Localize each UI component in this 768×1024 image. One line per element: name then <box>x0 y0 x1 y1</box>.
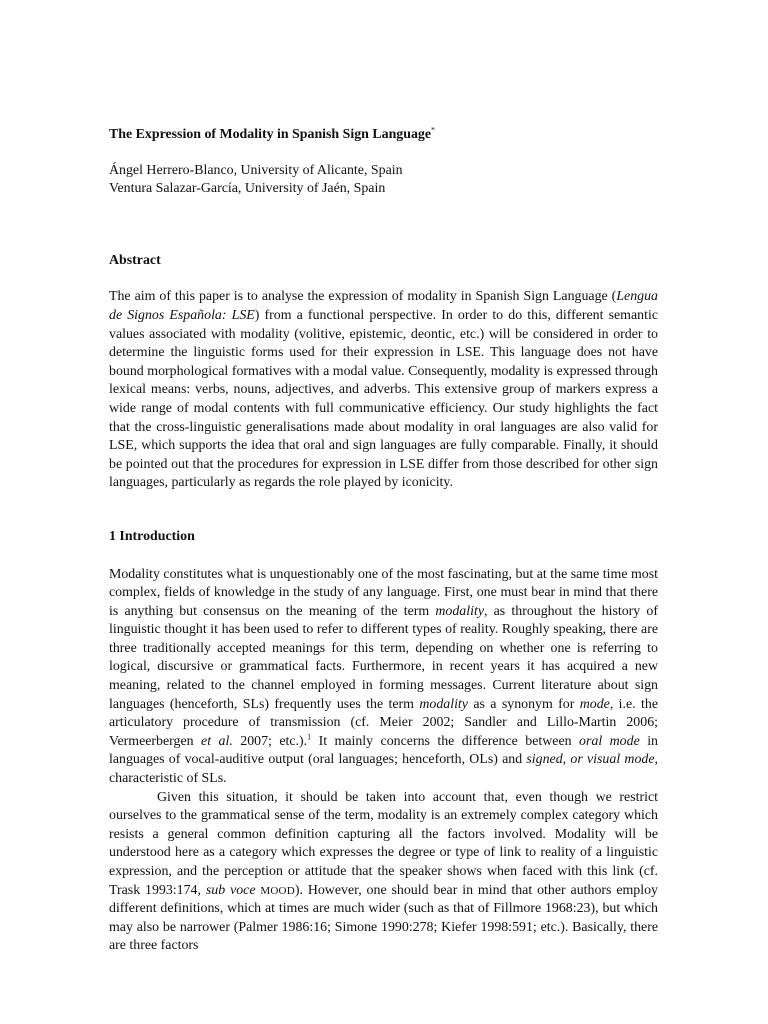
intro-text-1g: in languages of vocal-auditive output (oral languages; henceforth, OLs) and <box>109 733 658 768</box>
intro-paragraph-1 <box>109 566 658 789</box>
intro-text-1a: Modality constitutes what is unquestionably one of the most fascinating, but at the same time most complex, fields of knowledge in the study of any language. First, one must bear in mind that there is anything but consensus on the meaning of the term <box>109 566 658 619</box>
intro-smallcaps-mood: MOOD <box>260 884 295 897</box>
intro-emphasis-sub-voce: sub voce <box>205 882 256 898</box>
author-list <box>109 162 658 199</box>
intro-text-2a: Given this situation, it should be taken into account that, even though we restrict ourselves to the grammatical sense of the term, modality is an extremely complex category which resists a general common definition capturing all the factors involved. Modality will be understood here as a category which expresses the degree or type of link to reality of a linguistic expression, and the perception or attitude that the speaker shows when faced with this link (cf. Trask 1993:174, <box>109 789 658 898</box>
section-heading-introduction: 1 Introduction <box>109 528 195 544</box>
intro-emphasis-et-al: et al. <box>201 733 233 749</box>
intro-emphasis-mode: mode <box>579 696 610 712</box>
paper-page <box>109 126 658 956</box>
author-1: Ángel Herrero-Blanco, University of Alicante, Spain <box>109 162 403 178</box>
abstract-text-1: The aim of this paper is to analyse the expression of modality in Spanish Sign Language ( <box>109 289 617 305</box>
intro-paragraph-2 <box>109 789 658 956</box>
intro-text-2b: ). However, one should bear in mind that other authors employ different definitions, which at times are much wider (such as that of Fillmore 1968:23), but which may also be narrower (Palmer 1986:16; Simone 1990:278; Kiefer 1998:591; etc.). Basically, there are three factors <box>109 882 658 954</box>
intro-emphasis-signed-mode: signed, or visual mode <box>526 752 655 768</box>
intro-text-1f: It mainly concerns the difference between <box>311 733 580 749</box>
abstract-text-2: ) from a functional perspective. In order to do this, different semantic values associated with modality (volitive, epistemic, deontic, etc.) will be considered in order to determine the linguistic forms used for their expression in LSE. This language does not have bound morphological formatives with a modal value. Consequently, modality is expressed through lexical means: verbs, nouns, adjectives, and adverbs. This extensive group of markers express a wide range of modal contents with full communicative efficiency. Our study highlights the fact that the cross-linguistic generalisations made about modality in oral languages are also valid for LSE, which supports the idea that oral and sign languages are fully comparable. Finally, it should be pointed out that the procedures for expression in LSE differ from those described for other sign languages, particularly as regards the role played by iconicity. <box>109 307 658 491</box>
paper-title-text: The Expression of Modality in Spanish Sign Language <box>109 127 432 142</box>
intro-text-1b: , as throughout the history of linguistic thought it has been used to refer to different types of reality. Roughly speaking, there are three traditionally accepted meanings for this term, depending on whether one is referring to logical, discursive or grammatical facts. Furthermore, in recent years it has acquired a new meaning, related to the channel employed in forming messages. Current literature about sign languages (henceforth, SLs) frequently uses the term <box>109 603 658 712</box>
intro-text-1h: , characteristic of SLs. <box>109 752 658 787</box>
abstract-paragraph <box>109 288 658 493</box>
intro-emphasis-modality-1: modality <box>435 603 484 619</box>
abstract-heading: Abstract <box>109 252 161 268</box>
intro-emphasis-oral-mode: oral mode <box>579 733 640 749</box>
intro-text-1c: as a synonym for <box>467 696 580 712</box>
paper-title <box>109 126 658 145</box>
intro-emphasis-modality-2: modality <box>419 696 468 712</box>
footnote-mark-1[interactable]: 1 <box>307 732 312 742</box>
intro-text-1d: , i.e. the articulatory procedure of transmission (cf. Meier 2002; Sandler and Lillo-Martin 2006; Vermeerbergen <box>109 696 658 749</box>
author-2: Ventura Salazar-García, University of Jaén, Spain <box>109 181 386 197</box>
abstract-emphasis: Lengua de Signos Española: LSE <box>109 289 658 323</box>
title-footnote-mark[interactable]: * <box>431 125 436 135</box>
intro-text-1e: 2007; etc.). <box>232 733 308 749</box>
